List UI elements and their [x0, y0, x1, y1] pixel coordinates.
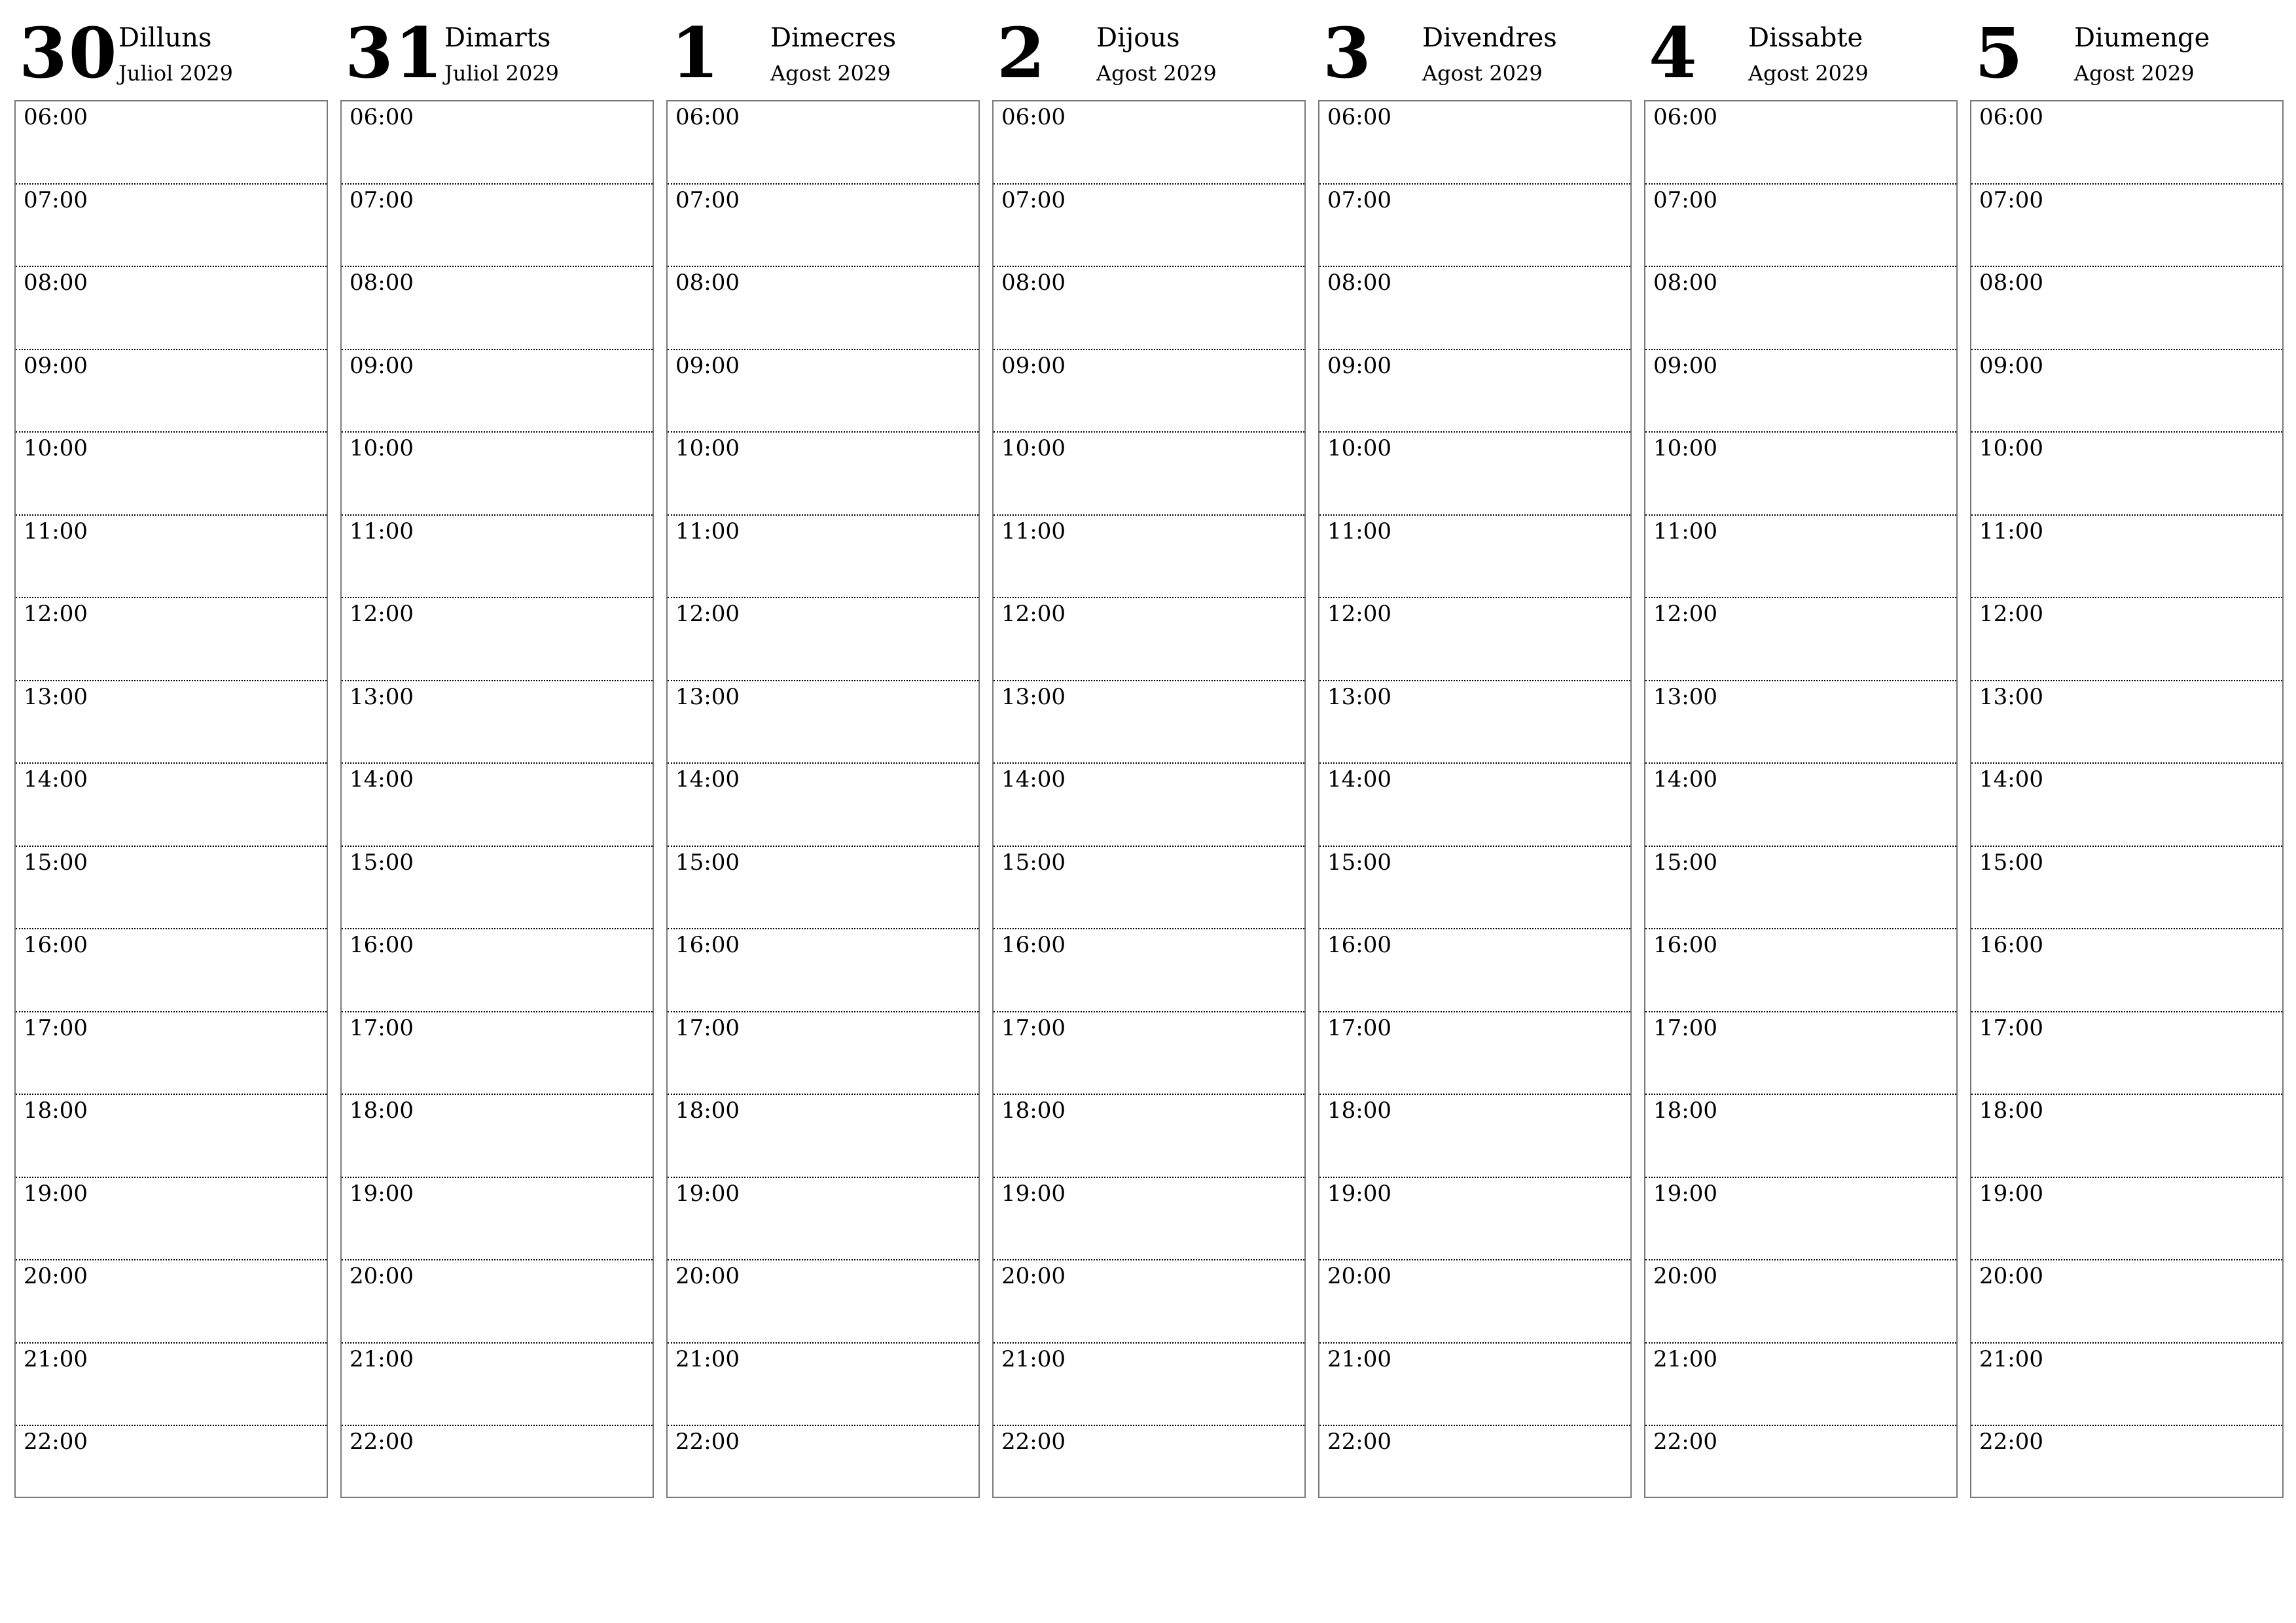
hour-slot — [1645, 681, 1956, 764]
day-name: Dimecres — [770, 23, 897, 53]
hour-slot — [1971, 929, 2282, 1012]
hour-label: 17:00 — [350, 1014, 414, 1041]
hour-label: 19:00 — [1327, 1180, 1391, 1207]
hour-label: 10:00 — [1327, 435, 1391, 461]
hour-label: 15:00 — [1979, 849, 2043, 876]
hour-slot — [994, 847, 1304, 930]
hour-slot — [994, 681, 1304, 764]
hour-slot — [1971, 1178, 2282, 1261]
hour-label: 18:00 — [1327, 1097, 1391, 1124]
hour-slot — [342, 847, 653, 930]
hour-slot — [668, 433, 978, 516]
hour-slot — [1971, 101, 2282, 185]
hour-label: 07:00 — [675, 187, 740, 213]
hour-slot — [1319, 847, 1630, 930]
hour-slot — [1971, 185, 2282, 268]
hour-slot — [994, 433, 1304, 516]
hour-label: 18:00 — [1001, 1097, 1066, 1124]
hour-slot — [1319, 1426, 1630, 1508]
hour-slot — [994, 929, 1304, 1012]
hour-slot — [1645, 1344, 1956, 1427]
hour-label: 14:00 — [350, 766, 414, 793]
hour-label: 13:00 — [24, 683, 88, 710]
hour-label: 07:00 — [1653, 187, 1717, 213]
hour-slot — [1971, 516, 2282, 599]
hour-label: 22:00 — [1979, 1429, 2043, 1455]
hour-slot — [16, 764, 327, 847]
hour-label: 20:00 — [1327, 1263, 1391, 1289]
hour-label: 08:00 — [24, 270, 88, 296]
day-header — [1318, 0, 1632, 100]
hour-slot — [1645, 598, 1956, 681]
hour-label: 13:00 — [675, 683, 740, 710]
hour-label: 19:00 — [1979, 1180, 2043, 1207]
hour-label: 20:00 — [350, 1263, 414, 1289]
hour-slot — [994, 267, 1304, 350]
hour-slot — [16, 1178, 327, 1261]
hour-slot — [342, 267, 653, 350]
day-number: 5 — [1975, 12, 2024, 94]
hour-slot — [16, 681, 327, 764]
hour-slot — [994, 1178, 1304, 1261]
hour-label: 11:00 — [350, 518, 414, 544]
hour-label: 09:00 — [350, 352, 414, 379]
hour-label: 21:00 — [675, 1346, 740, 1372]
hour-slot — [1319, 598, 1630, 681]
hour-label: 17:00 — [675, 1014, 740, 1041]
hour-slot — [1971, 267, 2282, 350]
hour-slot — [994, 764, 1304, 847]
hour-label: 19:00 — [1001, 1180, 1066, 1207]
day-number: 3 — [1323, 12, 1372, 94]
hour-slot — [342, 598, 653, 681]
hour-label: 09:00 — [675, 352, 740, 379]
day-name: Dissabte — [1748, 23, 1863, 53]
hour-slot — [1645, 433, 1956, 516]
hour-label: 06:00 — [1653, 104, 1717, 130]
hour-label: 12:00 — [1653, 601, 1717, 627]
hour-label: 08:00 — [1001, 270, 1066, 296]
hour-slot — [994, 101, 1304, 185]
hour-slot — [1319, 929, 1630, 1012]
hour-label: 10:00 — [350, 435, 414, 461]
day-header — [1644, 0, 1958, 100]
hour-label: 15:00 — [1001, 849, 1066, 876]
hour-label: 13:00 — [350, 683, 414, 710]
hour-label: 10:00 — [24, 435, 88, 461]
hour-slot — [1319, 101, 1630, 185]
hour-label: 21:00 — [1001, 1346, 1066, 1372]
hour-label: 06:00 — [1979, 104, 2043, 130]
hour-slot — [1645, 1260, 1956, 1344]
hour-slot — [16, 185, 327, 268]
day-schedule-box — [1318, 100, 1632, 1498]
hour-label: 06:00 — [24, 104, 88, 130]
hour-slot — [1971, 1344, 2282, 1427]
hour-label: 11:00 — [24, 518, 88, 544]
hour-label: 10:00 — [675, 435, 740, 461]
hour-label: 18:00 — [350, 1097, 414, 1124]
hour-slot — [1971, 764, 2282, 847]
hour-slot — [1319, 1344, 1630, 1427]
hour-label: 07:00 — [1979, 187, 2043, 213]
hour-slot — [994, 1426, 1304, 1508]
day-month-year: Juliol 2029 — [118, 61, 234, 86]
hour-label: 15:00 — [350, 849, 414, 876]
hour-label: 12:00 — [350, 601, 414, 627]
hour-slot — [1645, 764, 1956, 847]
hour-slot — [342, 929, 653, 1012]
hour-label: 22:00 — [675, 1429, 740, 1455]
hour-slot — [668, 1344, 978, 1427]
hour-slot — [16, 267, 327, 350]
hour-label: 13:00 — [1653, 683, 1717, 710]
hour-slot — [1971, 1095, 2282, 1178]
hour-label: 18:00 — [24, 1097, 88, 1124]
hour-label: 21:00 — [1327, 1346, 1391, 1372]
day-column — [14, 0, 328, 1455]
hour-slot — [1645, 267, 1956, 350]
hour-label: 14:00 — [1327, 766, 1391, 793]
hour-label: 17:00 — [24, 1014, 88, 1041]
day-header — [340, 0, 654, 100]
hour-slot — [1645, 1095, 1956, 1178]
hour-label: 09:00 — [1653, 352, 1717, 379]
hour-label: 20:00 — [24, 1263, 88, 1289]
hour-slot — [16, 1260, 327, 1344]
day-number: 30 — [19, 12, 118, 94]
hour-label: 07:00 — [1327, 187, 1391, 213]
hour-label: 16:00 — [1327, 932, 1391, 958]
hour-slot — [668, 101, 978, 185]
hour-slot — [16, 1012, 327, 1096]
hour-slot — [1645, 1426, 1956, 1508]
hour-slot — [1971, 1426, 2282, 1508]
hour-slot — [1971, 847, 2282, 930]
hour-slot — [1645, 1012, 1956, 1096]
hour-label: 12:00 — [1001, 601, 1066, 627]
hour-slot — [1319, 1012, 1630, 1096]
day-name: Diumenge — [2074, 23, 2210, 53]
hour-label: 12:00 — [1327, 601, 1391, 627]
hour-label: 20:00 — [1653, 1263, 1717, 1289]
hour-label: 18:00 — [1653, 1097, 1717, 1124]
hour-label: 18:00 — [1979, 1097, 2043, 1124]
hour-slot — [342, 681, 653, 764]
hour-slot — [342, 1178, 653, 1261]
hour-slot — [668, 267, 978, 350]
hour-label: 20:00 — [1001, 1263, 1066, 1289]
hour-label: 16:00 — [1653, 932, 1717, 958]
hour-label: 15:00 — [1653, 849, 1717, 876]
hour-label: 21:00 — [350, 1346, 414, 1372]
hour-slot — [1645, 350, 1956, 433]
hour-slot — [16, 350, 327, 433]
hour-slot — [1645, 101, 1956, 185]
hour-slot — [668, 1260, 978, 1344]
hour-slot — [16, 929, 327, 1012]
hour-slot — [668, 598, 978, 681]
hour-label: 06:00 — [1001, 104, 1066, 130]
hour-slot — [668, 1012, 978, 1096]
hour-slot — [1645, 185, 1956, 268]
hour-label: 19:00 — [1653, 1180, 1717, 1207]
hour-slot — [342, 101, 653, 185]
hour-slot — [1319, 1095, 1630, 1178]
hour-slot — [1971, 598, 2282, 681]
day-schedule-box — [666, 100, 980, 1498]
hour-label: 17:00 — [1001, 1014, 1066, 1041]
hour-slot — [342, 764, 653, 847]
hour-label: 08:00 — [350, 270, 414, 296]
hour-slot — [1971, 681, 2282, 764]
hour-slot — [1645, 516, 1956, 599]
hour-slot — [668, 350, 978, 433]
day-month-year: Agost 2029 — [2074, 61, 2195, 86]
hour-slot — [1319, 267, 1630, 350]
hour-slot — [342, 1012, 653, 1096]
hour-label: 09:00 — [24, 352, 88, 379]
hour-label: 06:00 — [350, 104, 414, 130]
hour-label: 22:00 — [1001, 1429, 1066, 1455]
hour-label: 22:00 — [1327, 1429, 1391, 1455]
hour-label: 11:00 — [1979, 518, 2043, 544]
hour-label: 10:00 — [1653, 435, 1717, 461]
hour-label: 15:00 — [675, 849, 740, 876]
hour-label: 20:00 — [675, 1263, 740, 1289]
hour-label: 14:00 — [1001, 766, 1066, 793]
hour-label: 19:00 — [350, 1180, 414, 1207]
hour-slot — [994, 516, 1304, 599]
hour-slot — [1645, 847, 1956, 930]
hour-slot — [342, 1426, 653, 1508]
hour-slot — [342, 350, 653, 433]
hour-slot — [16, 598, 327, 681]
hour-slot — [668, 185, 978, 268]
hour-slot — [342, 1344, 653, 1427]
hour-slot — [16, 433, 327, 516]
hour-label: 06:00 — [675, 104, 740, 130]
hour-label: 13:00 — [1979, 683, 2043, 710]
hour-slot — [1319, 1178, 1630, 1261]
day-schedule-box — [1644, 100, 1958, 1498]
hour-label: 13:00 — [1327, 683, 1391, 710]
hour-slot — [1319, 350, 1630, 433]
day-column — [1970, 0, 2284, 1455]
day-name: Dijous — [1096, 23, 1180, 53]
hour-label: 06:00 — [1327, 104, 1391, 130]
hour-label: 16:00 — [24, 932, 88, 958]
hour-label: 22:00 — [350, 1429, 414, 1455]
hour-slot — [1971, 350, 2282, 433]
hour-label: 22:00 — [1653, 1429, 1717, 1455]
hour-label: 09:00 — [1979, 352, 2043, 379]
hour-slot — [342, 1260, 653, 1344]
hour-slot — [16, 1426, 327, 1508]
hour-slot — [668, 516, 978, 599]
day-month-year: Agost 2029 — [770, 61, 891, 86]
hour-label: 16:00 — [1001, 932, 1066, 958]
day-name: Dimarts — [444, 23, 551, 53]
hour-slot — [668, 1178, 978, 1261]
hour-slot — [16, 847, 327, 930]
hour-slot — [1319, 1260, 1630, 1344]
day-schedule-box — [992, 100, 1306, 1498]
hour-label: 07:00 — [350, 187, 414, 213]
day-header — [14, 0, 328, 100]
hour-label: 17:00 — [1979, 1014, 2043, 1041]
day-header — [666, 0, 980, 100]
day-name: Dilluns — [118, 23, 212, 53]
hour-label: 09:00 — [1001, 352, 1066, 379]
hour-label: 20:00 — [1979, 1263, 2043, 1289]
hour-label: 21:00 — [1653, 1346, 1717, 1372]
hour-slot — [994, 1344, 1304, 1427]
hour-slot — [668, 1426, 978, 1508]
day-number: 4 — [1649, 12, 1698, 94]
hour-slot — [16, 101, 327, 185]
hour-slot — [1645, 1178, 1956, 1261]
hour-label: 11:00 — [1327, 518, 1391, 544]
hour-label: 11:00 — [1001, 518, 1066, 544]
hour-slot — [994, 1260, 1304, 1344]
hour-slot — [1645, 929, 1956, 1012]
hour-label: 07:00 — [24, 187, 88, 213]
hour-label: 15:00 — [1327, 849, 1391, 876]
day-column — [1318, 0, 1632, 1455]
hour-label: 10:00 — [1001, 435, 1066, 461]
hour-label: 11:00 — [675, 518, 740, 544]
hour-label: 19:00 — [24, 1180, 88, 1207]
day-schedule-box — [340, 100, 654, 1498]
hour-slot — [1319, 185, 1630, 268]
hour-slot — [342, 433, 653, 516]
day-month-year: Agost 2029 — [1422, 61, 1543, 86]
hour-label: 07:00 — [1001, 187, 1066, 213]
hour-label: 14:00 — [1979, 766, 2043, 793]
hour-slot — [994, 185, 1304, 268]
hour-label: 12:00 — [1979, 601, 2043, 627]
hour-label: 13:00 — [1001, 683, 1066, 710]
day-schedule-box — [1970, 100, 2284, 1498]
hour-label: 14:00 — [1653, 766, 1717, 793]
hour-slot — [1319, 516, 1630, 599]
hour-label: 08:00 — [1979, 270, 2043, 296]
hour-label: 17:00 — [1653, 1014, 1717, 1041]
hour-label: 12:00 — [675, 601, 740, 627]
hour-slot — [668, 929, 978, 1012]
hour-label: 10:00 — [1979, 435, 2043, 461]
day-number: 31 — [345, 12, 444, 94]
day-column — [992, 0, 1306, 1455]
hour-label: 11:00 — [1653, 518, 1717, 544]
hour-slot — [342, 516, 653, 599]
hour-slot — [16, 516, 327, 599]
hour-slot — [1319, 433, 1630, 516]
hour-slot — [994, 1095, 1304, 1178]
day-schedule-box — [14, 100, 328, 1498]
hour-slot — [668, 764, 978, 847]
hour-label: 18:00 — [675, 1097, 740, 1124]
day-month-year: Agost 2029 — [1096, 61, 1217, 86]
hour-slot — [994, 350, 1304, 433]
day-header — [1970, 0, 2284, 100]
hour-slot — [342, 1095, 653, 1178]
hour-label: 17:00 — [1327, 1014, 1391, 1041]
hour-slot — [16, 1344, 327, 1427]
hour-slot — [1319, 764, 1630, 847]
day-column — [340, 0, 654, 1455]
hour-label: 14:00 — [675, 766, 740, 793]
hour-slot — [1971, 1260, 2282, 1344]
hour-slot — [668, 681, 978, 764]
hour-label: 14:00 — [24, 766, 88, 793]
hour-label: 21:00 — [1979, 1346, 2043, 1372]
hour-label: 08:00 — [675, 270, 740, 296]
hour-slot — [668, 847, 978, 930]
day-month-year: Agost 2029 — [1748, 61, 1869, 86]
hour-slot — [16, 1095, 327, 1178]
hour-slot — [1319, 681, 1630, 764]
hour-label: 08:00 — [1653, 270, 1717, 296]
hour-label: 08:00 — [1327, 270, 1391, 296]
hour-slot — [342, 185, 653, 268]
hour-slot — [1971, 1012, 2282, 1096]
hour-label: 19:00 — [675, 1180, 740, 1207]
hour-slot — [994, 598, 1304, 681]
hour-label: 12:00 — [24, 601, 88, 627]
day-number: 2 — [997, 12, 1047, 94]
day-column — [1644, 0, 1958, 1455]
hour-slot — [1971, 433, 2282, 516]
hour-slot — [994, 1012, 1304, 1096]
day-header — [992, 0, 1306, 100]
hour-label: 16:00 — [1979, 932, 2043, 958]
hour-label: 09:00 — [1327, 352, 1391, 379]
day-name: Divendres — [1422, 23, 1557, 53]
day-number: 1 — [671, 12, 721, 94]
hour-label: 16:00 — [350, 932, 414, 958]
hour-label: 15:00 — [24, 849, 88, 876]
day-column — [666, 0, 980, 1455]
hour-label: 16:00 — [675, 932, 740, 958]
hour-label: 21:00 — [24, 1346, 88, 1372]
hour-label: 22:00 — [24, 1429, 88, 1455]
day-month-year: Juliol 2029 — [444, 61, 560, 86]
hour-slot — [668, 1095, 978, 1178]
